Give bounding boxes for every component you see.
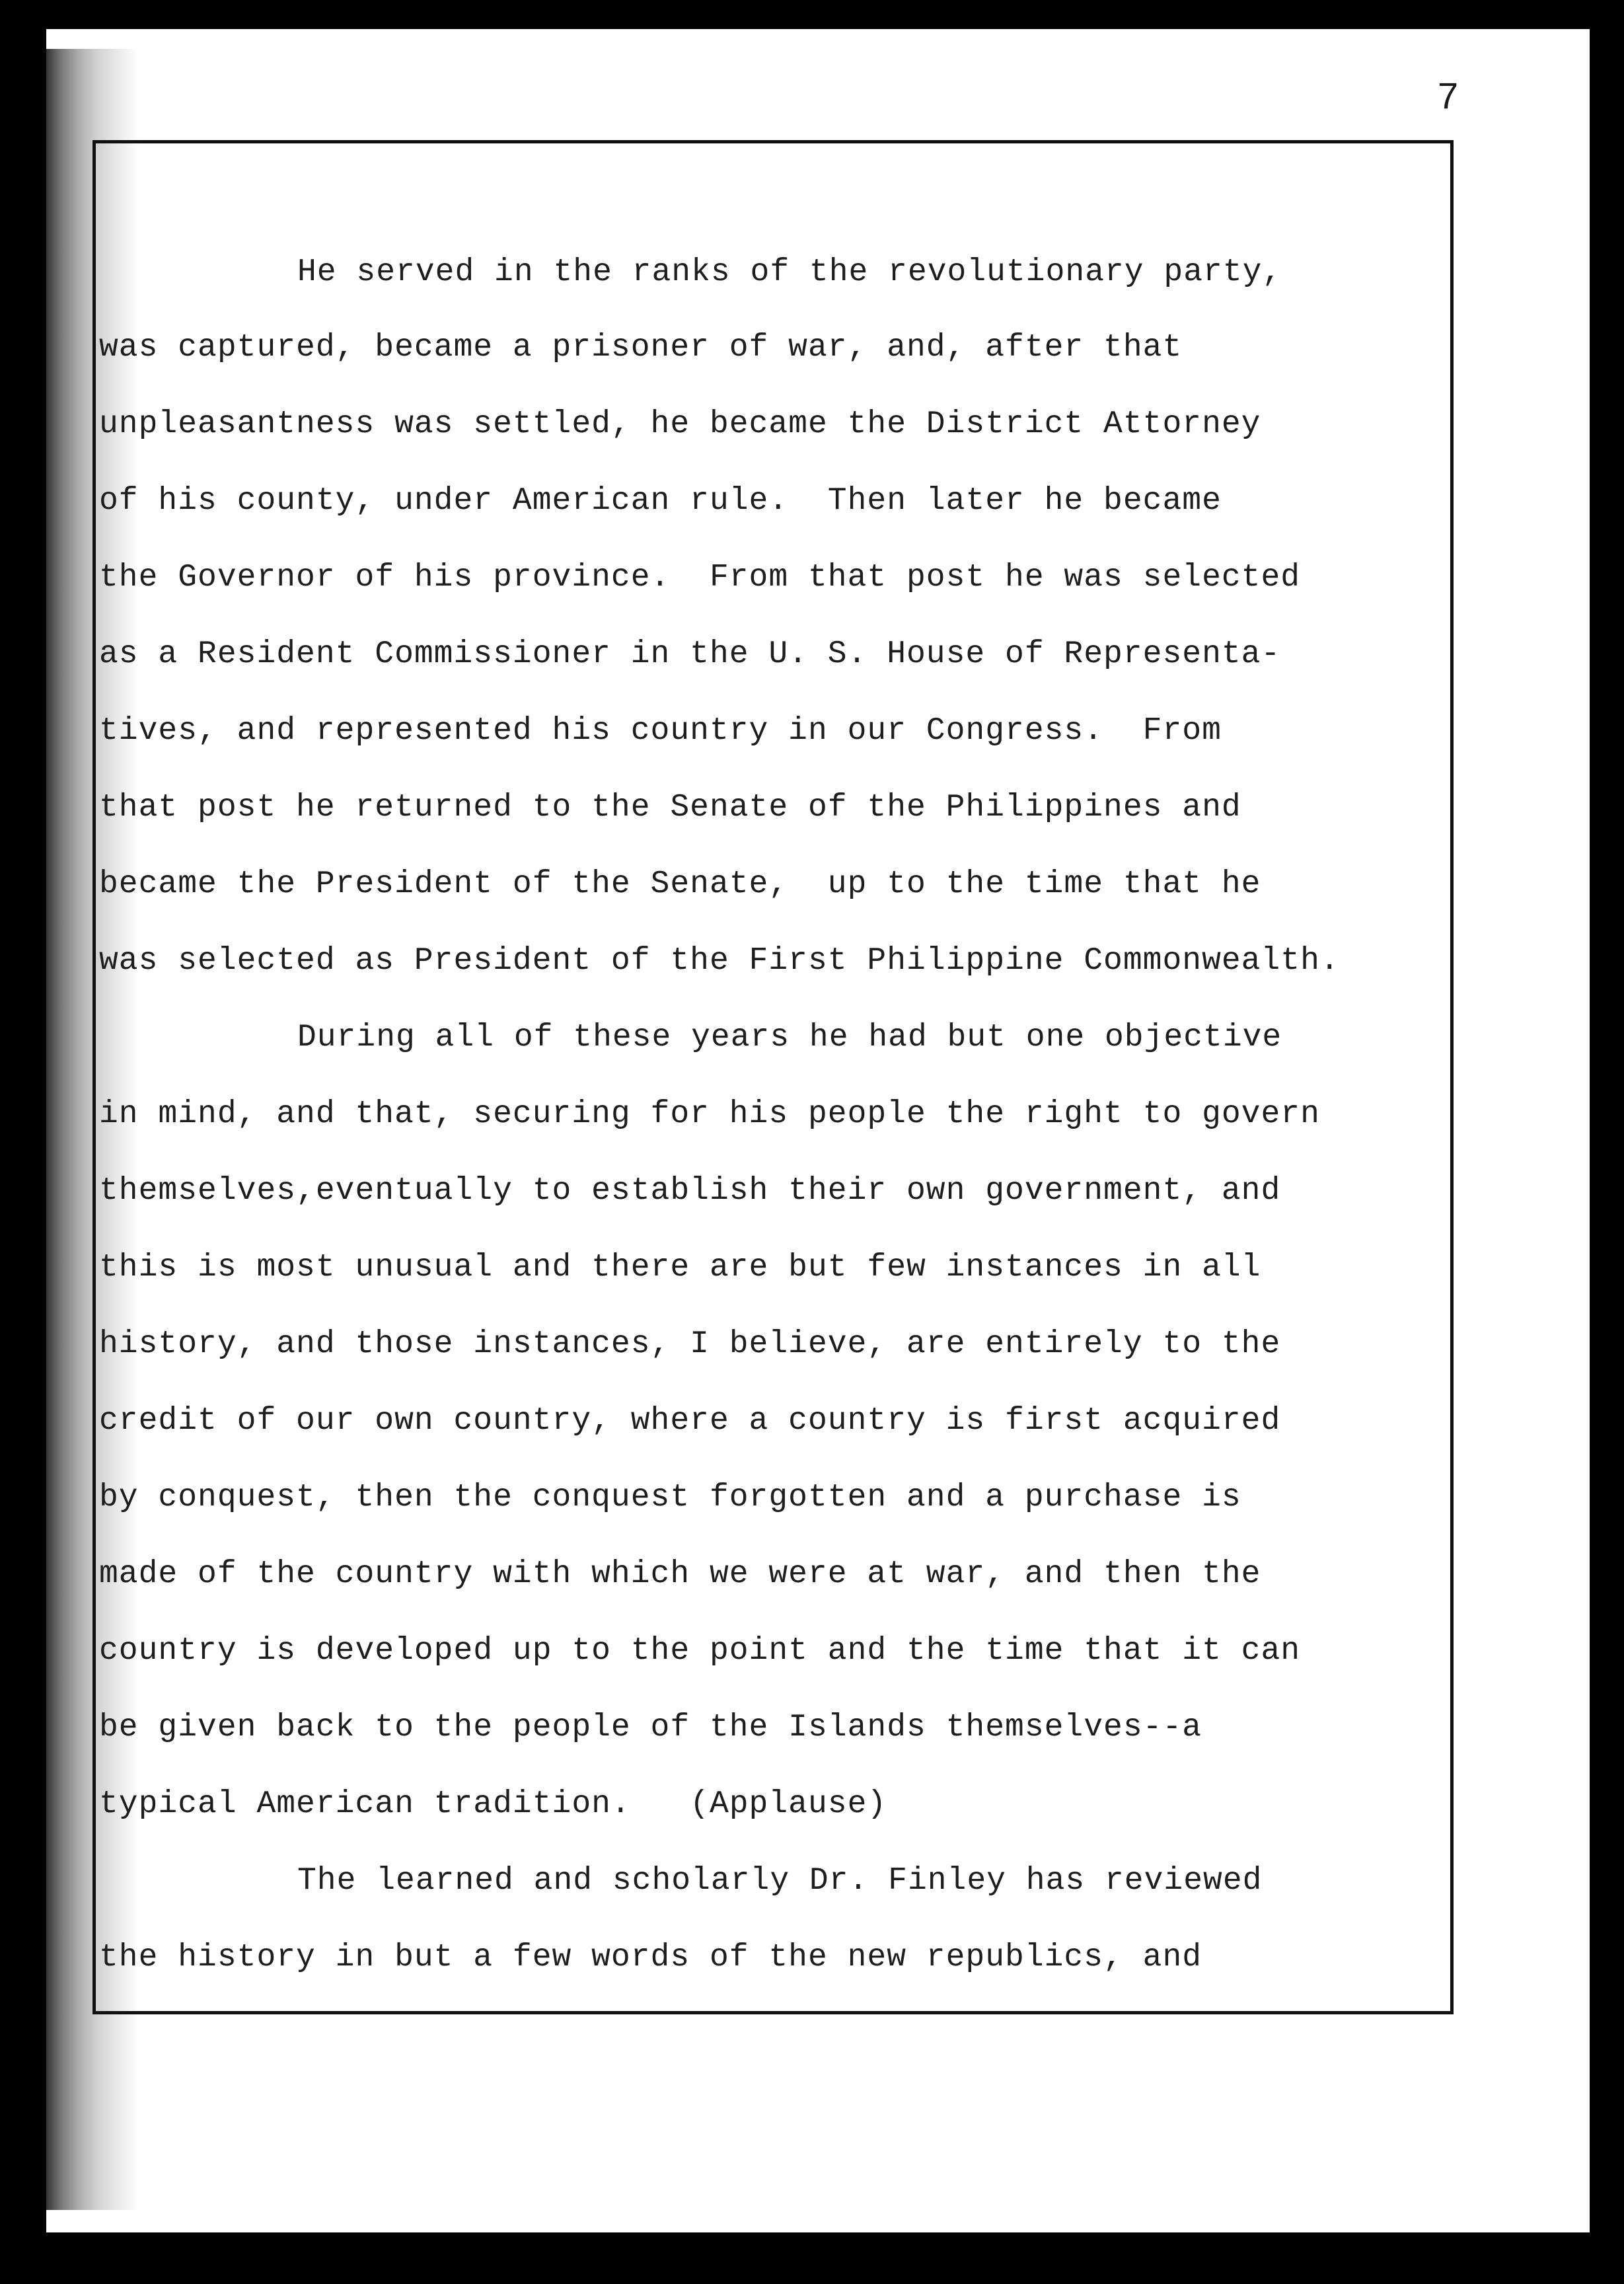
paragraph-2-line-6: credit of our own country, where a country is first acquired [99,1403,1281,1439]
paragraph-1-line-6: as a Resident Commissioner in the U. S. House of Representa- [99,636,1281,672]
paragraph-1-line-9: became the President of the Senate, up to the time that he [99,866,1261,902]
paragraph-1-line-10: was selected as President of the First Philippine Commonwealth. [99,943,1340,979]
paragraph-2-line-5: history, and those instances, I believe, are entirely to the [99,1326,1281,1362]
paragraph-1-line-3: unpleasantness was settled, he became the District Attorney [99,406,1261,442]
paragraph-2-line-8: made of the country with which we were at war, and then the [99,1556,1261,1592]
paragraph-3-line-1: The learned and scholarly Dr. Finley has reviewed [297,1863,1263,1899]
paragraph-2-line-1: During all of these years he had but one objective [297,1020,1282,1055]
paragraph-1-line-8: that post he returned to the Senate of the Philippines and [99,790,1241,825]
paragraph-2-line-11: typical American tradition. (Applause) [99,1786,887,1822]
paragraph-2-line-3: themselves,eventually to establish their own government, and [99,1173,1281,1209]
paragraph-3-line-2: the history in but a few words of the new republics, and [99,1940,1202,1975]
paragraph-2-line-2: in mind, and that, securing for his people the right to govern [99,1096,1320,1132]
paragraph-1-line-7: tives, and represented his country in our Congress. From [99,713,1222,749]
paragraph-1-line-5: the Governor of his province. From that post he was selected [99,560,1301,595]
paragraph-1-line-4: of his county, under American rule. Then later he became [99,483,1222,519]
paragraph-2-line-7: by conquest, then the conquest forgotten and a purchase is [99,1480,1241,1515]
paragraph-2-line-10: be given back to the people of the Islands themselves--a [99,1710,1202,1745]
paragraph-1-line-1: He served in the ranks of the revolutionary party, [297,254,1282,290]
paragraph-1-line-2: was captured, became a prisoner of war, and, after that [99,330,1183,365]
page-number: 7 [1438,75,1459,116]
paragraph-2-line-4: this is most unusual and there are but few instances in all [99,1250,1261,1285]
paragraph-2-line-9: country is developed up to the point and the time that it can [99,1633,1301,1669]
